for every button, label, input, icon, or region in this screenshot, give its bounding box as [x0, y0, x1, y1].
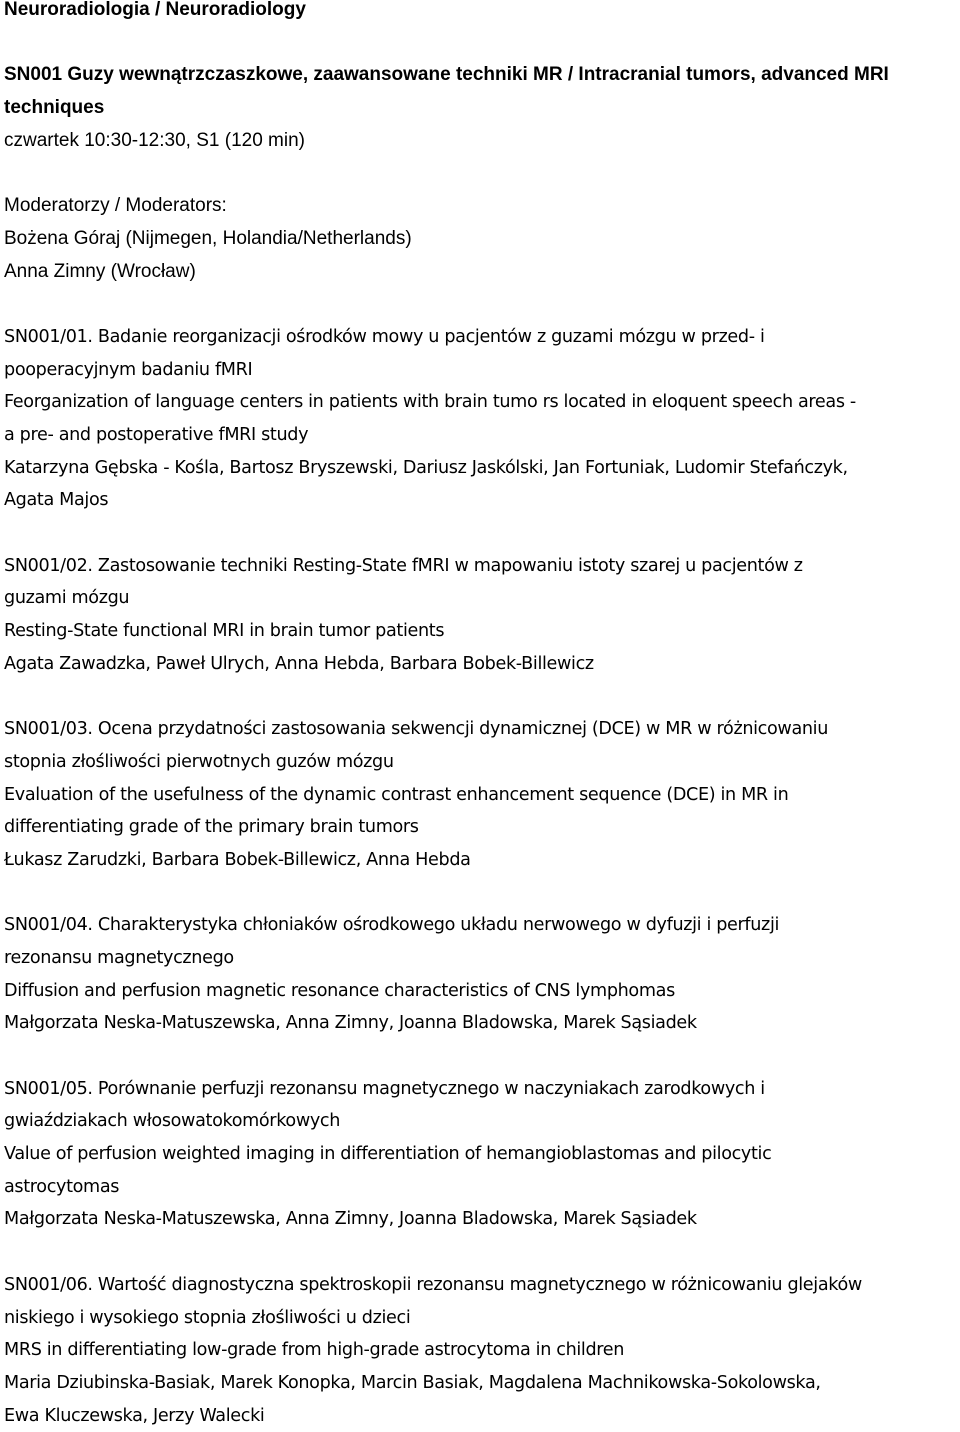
moderators-block: [4, 190, 956, 288]
document-page: [4, 0, 956, 1432]
abstract-line: guzami mózgu: [4, 588, 130, 609]
abstract-line: Diffusion and perfusion magnetic resonance characteristics of CNS lymphomas: [4, 980, 675, 1001]
moderator-2: Anna Zimny (Wrocław): [4, 260, 196, 282]
spacer: [4, 157, 956, 190]
session-title-line-2: techniques: [4, 97, 105, 119]
abstract-sn001-02: [4, 550, 956, 681]
abstract-sn001-04: [4, 909, 956, 1040]
abstract-authors: Maria Dziubinska-Basiak, Marek Konopka, Marcin Basiak, Magdalena Machnikowska-Sokolowska,: [4, 1372, 821, 1393]
session-time: czwartek 10:30-12:30, S1 (120 min): [4, 129, 305, 151]
abstract-authors: Agata Majos: [4, 490, 109, 511]
spacer: [4, 877, 956, 910]
abstract-line: MRS in differentiating low-grade from high-grade astrocytoma in children: [4, 1340, 625, 1361]
abstract-line: SN001/01. Badanie reorganizacji ośrodków mowy u pacjentów z guzami mózgu w przed- i: [4, 326, 765, 347]
abstract-line: rezonansu magnetycznego: [4, 947, 234, 968]
abstract-line: gwiaździakach włosowatokomórkowych: [4, 1111, 341, 1132]
abstract-line: SN001/05. Porównanie perfuzji rezonansu magnetycznego w naczyniakach zarodkowych i: [4, 1078, 765, 1099]
session-title-line-1: SN001 Guzy wewnątrzczaszkowe, zaawansowane techniki MR / Intracranial tumors, advanced MRI: [4, 64, 889, 86]
abstract-authors: Małgorzata Neska-Matuszewska, Anna Zimny, Joanna Bladowska, Marek Sąsiadek: [4, 1209, 697, 1230]
abstract-sn001-01: [4, 321, 956, 517]
spacer: [4, 27, 956, 60]
session-header: [4, 59, 956, 157]
abstract-sn001-03: [4, 713, 956, 876]
abstract-line: stopnia złośliwości pierwotnych guzów mózgu: [4, 751, 394, 772]
abstract-authors: Katarzyna Gębska - Kośla, Bartosz Bryszewski, Dariusz Jaskólski, Jan Fortuniak, Ludomir Stefańczyk,: [4, 457, 848, 478]
abstract-line: Resting-State functional MRI in brain tumor patients: [4, 621, 445, 642]
abstract-sn001-06: [4, 1269, 956, 1432]
abstract-line: Feorganization of language centers in patients with brain tumo rs located in eloquent speech areas -: [4, 392, 856, 413]
abstract-line: a pre- and postoperative fMRI study: [4, 424, 309, 445]
abstract-authors: Agata Zawadzka, Paweł Ulrych, Anna Hebda, Barbara Bobek-Billewicz: [4, 653, 594, 674]
spacer: [4, 288, 956, 321]
spacer: [4, 680, 956, 713]
abstract-authors: Małgorzata Neska-Matuszewska, Anna Zimny, Joanna Bladowska, Marek Sąsiadek: [4, 1013, 697, 1034]
abstract-line: Value of perfusion weighted imaging in differentiation of hemangioblastomas and pilocytic: [4, 1144, 772, 1165]
abstract-line: SN001/03. Ocena przydatności zastosowania sekwencji dynamicznej (DCE) w MR w różnicowaniu: [4, 719, 829, 740]
abstract-line: differentiating grade of the primary brain tumors: [4, 817, 419, 838]
abstract-line: SN001/02. Zastosowanie techniki Resting-State fMRI w mapowaniu istoty szarej u pacjentów z: [4, 555, 803, 576]
spacer: [4, 517, 956, 550]
abstract-line: astrocytomas: [4, 1176, 120, 1197]
moderator-1: Bożena Góraj (Nijmegen, Holandia/Netherlands): [4, 227, 412, 249]
abstract-line: SN001/04. Charakterystyka chłoniaków ośrodkowego układu nerwowego w dyfuzji i perfuzji: [4, 915, 780, 936]
abstract-line: Evaluation of the usefulness of the dynamic contrast enhancement sequence (DCE) in MR in: [4, 784, 789, 805]
moderators-label: Moderatorzy / Moderators:: [4, 195, 227, 217]
abstract-authors: Łukasz Zarudzki, Barbara Bobek-Billewicz, Anna Hebda: [4, 849, 471, 870]
abstract-line: niskiego i wysokiego stopnia złośliwości u dzieci: [4, 1307, 411, 1328]
spacer: [4, 1040, 956, 1073]
abstract-sn001-05: [4, 1073, 956, 1236]
section-title: Neuroradiologia / Neuroradiology: [4, 0, 306, 20]
abstract-line: pooperacyjnym badaniu fMRI: [4, 359, 253, 380]
abstract-authors: Ewa Kluczewska, Jerzy Walecki: [4, 1405, 265, 1426]
abstract-line: SN001/06. Wartość diagnostyczna spektroskopii rezonansu magnetycznego w różnicowaniu glejaków: [4, 1274, 862, 1295]
spacer: [4, 1236, 956, 1269]
